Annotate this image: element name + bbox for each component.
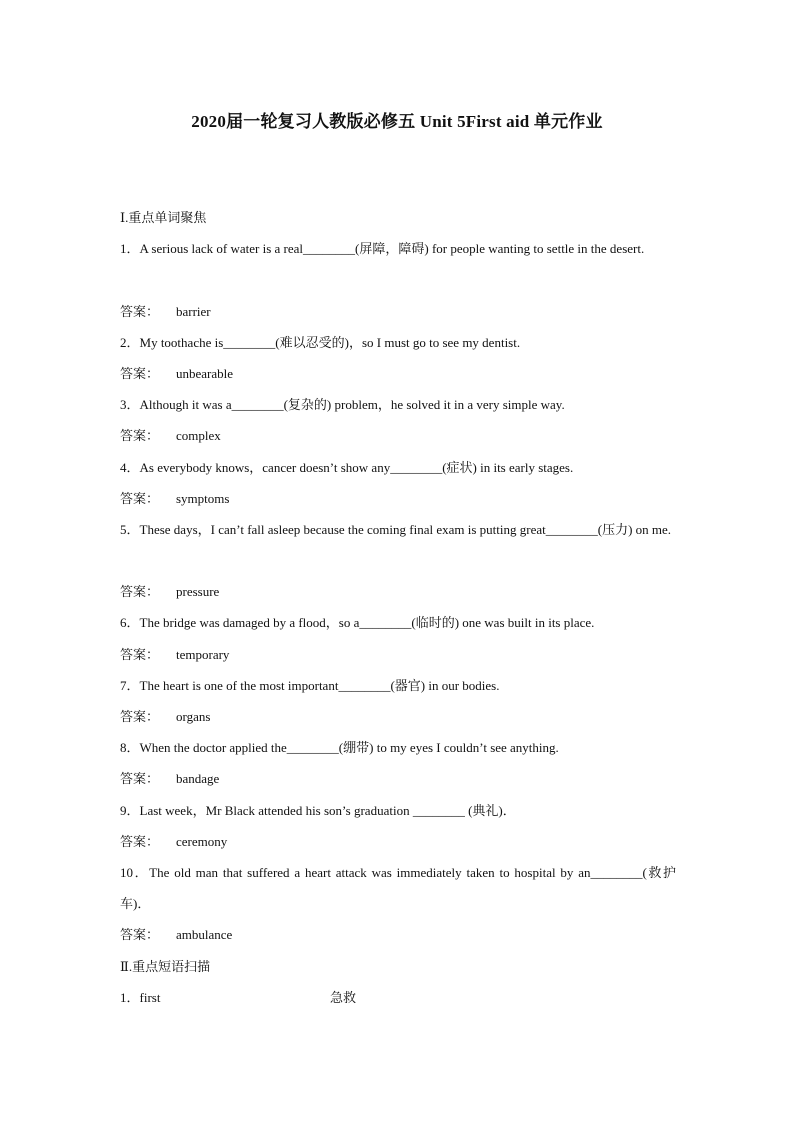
question-text: As everybody knows，cancer doesn’t show any________(症状) in its early stages. <box>139 459 574 475</box>
question-item <box>120 795 676 826</box>
answer-row <box>120 919 676 950</box>
answer-label: 答案： <box>120 490 160 506</box>
answer-row <box>120 420 676 451</box>
question-item <box>120 452 676 483</box>
answer-label: 答案： <box>120 428 160 444</box>
answer-row <box>120 639 676 670</box>
question-text: These days，I can’t fall asleep because the coming final exam is putting great________(压力) on me. <box>139 521 672 537</box>
question-text: The old man that suffered a heart attack was immediately taken to hospital by an________(救护车)． <box>120 864 676 912</box>
question-text: My toothache is________(难以忍受的)，so I must go to see my dentist. <box>139 334 521 350</box>
phrase-english: first <box>139 989 161 1005</box>
question-item <box>120 607 676 638</box>
answer-text: organs <box>176 709 211 725</box>
answer-row <box>120 701 676 732</box>
question-number: 1． <box>120 241 140 257</box>
question-number: 2． <box>120 334 140 350</box>
question-text: The bridge was damaged by a flood，so a________(临时的) one was built in its place. <box>139 615 595 631</box>
question-item <box>120 514 676 576</box>
answer-label: 答案： <box>120 365 160 381</box>
question-number: 5． <box>120 521 140 537</box>
answer-label: 答案： <box>120 584 160 600</box>
question-number: 4． <box>120 459 140 475</box>
phrase-item <box>120 982 676 1013</box>
question-item <box>120 732 676 763</box>
phrase-number: 1． <box>120 989 140 1005</box>
answer-label: 答案： <box>120 927 160 943</box>
question-item <box>120 233 676 295</box>
question-number: 9． <box>120 802 140 818</box>
question-item <box>120 389 676 420</box>
phrase-chinese: 急救 <box>330 989 357 1005</box>
question-item <box>120 327 676 358</box>
question-text: When the doctor applied the________(绷带) to my eyes I couldn’t see anything. <box>139 740 559 756</box>
section-heading: Ⅱ.重点短语扫描 <box>120 958 211 974</box>
answer-text: ceremony <box>176 833 228 849</box>
answer-text: bandage <box>176 771 220 787</box>
answer-text: complex <box>176 428 221 444</box>
answer-text: unbearable <box>176 365 234 381</box>
answer-label: 答案： <box>120 646 160 662</box>
answer-text: symptoms <box>176 490 230 506</box>
page-title: 2020届一轮复习人教版必修五 Unit 5First aid 单元作业 <box>191 112 603 131</box>
answer-row <box>120 576 676 607</box>
question-number: 3． <box>120 397 140 413</box>
answer-row <box>120 826 676 857</box>
answer-row <box>120 358 676 389</box>
answer-text: pressure <box>176 584 220 600</box>
question-text: The heart is one of the most important________(器官) in our bodies. <box>139 677 500 693</box>
answer-label: 答案： <box>120 303 160 319</box>
question-text: Last week，Mr Black attended his son’s graduation ________ (典礼)． <box>139 802 516 818</box>
worksheet-body <box>120 202 676 1013</box>
question-number: 7． <box>120 677 140 693</box>
question-number: 10． <box>120 864 150 880</box>
answer-label: 答案： <box>120 771 160 787</box>
question-number: 8． <box>120 740 140 756</box>
answer-row <box>120 296 676 327</box>
section-heading: Ⅰ.重点单词聚焦 <box>120 210 207 225</box>
question-item <box>120 857 676 919</box>
answer-text: ambulance <box>176 927 233 943</box>
answer-row <box>120 763 676 794</box>
answer-row <box>120 483 676 514</box>
answer-text: temporary <box>176 646 230 662</box>
answer-text: barrier <box>176 303 211 319</box>
question-text: Although it was a________(复杂的) problem，he solved it in a very simple way. <box>139 397 565 413</box>
answer-label: 答案： <box>120 709 160 725</box>
answer-label: 答案： <box>120 833 160 849</box>
question-text: A serious lack of water is a real________(屏障，障碍) for people wanting to settle in the desert. <box>139 241 645 257</box>
question-number: 6． <box>120 615 140 631</box>
question-item <box>120 670 676 701</box>
